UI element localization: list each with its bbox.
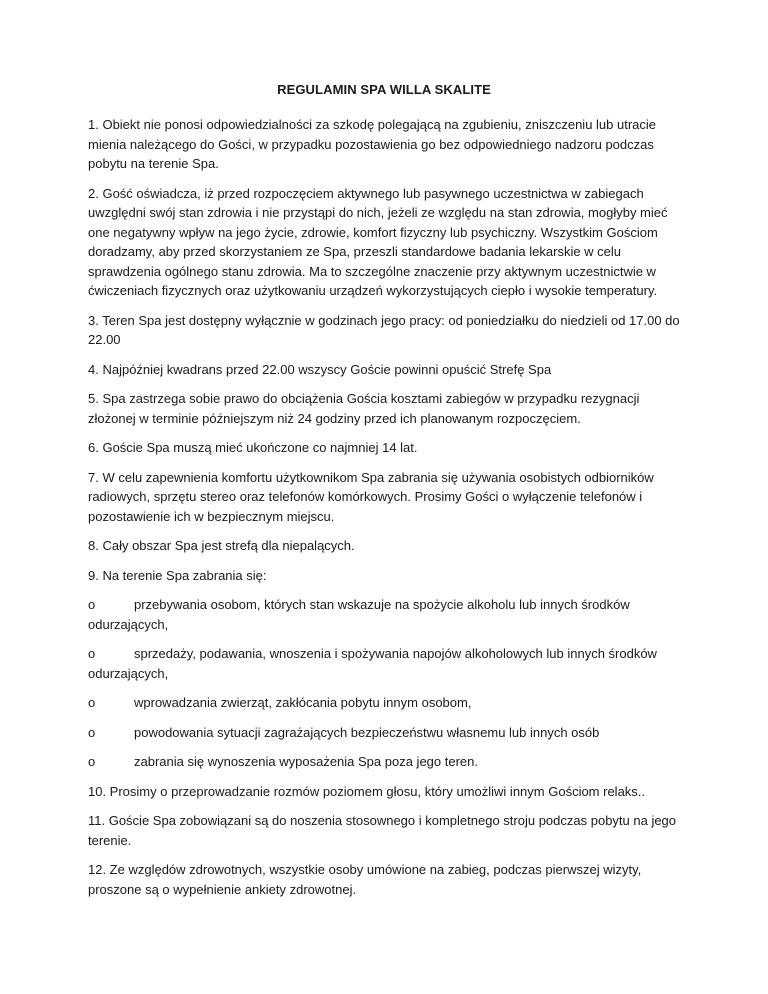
rule-8: 8. Cały obszar Spa jest strefą dla niepalących. (88, 538, 355, 553)
bullet-marker: o (88, 646, 96, 661)
prohibition-text: powodowania sytuacji zagrażających bezpieczeństwu własnemu lub innych osób (134, 724, 600, 740)
prohibition-text: sprzedaży, podawania, wnoszenia i spożywania napojów alkoholowych lub innych środków odurzających, (88, 646, 657, 681)
prohibition-item (88, 595, 680, 634)
rule-10: 10. Prosimy o przeprowadzanie rozmów poziomem głosu, który umożliwi innym Gościom relaks.. (88, 783, 646, 799)
rule-4: 4. Najpóźniej kwadrans przed 22.00 wszyscy Goście powinni opuścić Strefę Spa (88, 361, 552, 377)
prohibition-item (88, 752, 680, 772)
rule-1: 1. Obiekt nie ponosi odpowiedzialności za szkodę polegającą na zgubieniu, zniszczeniu lub utracie mienia należącego do Gości, w przypadku pozostawienia go bez odpowiedniego nadzoru podczas pobytu na terenie Spa. (88, 117, 657, 171)
document-title: REGULAMIN SPA WILLA SKALITE (277, 82, 491, 97)
rule-6: 6. Goście Spa muszą mieć ukończone co najmniej 14 lat. (88, 440, 418, 455)
bullet-marker: o (88, 597, 96, 612)
rule-11: 11. Goście Spa zobowiązani są do noszenia stosownego i kompletnego stroju podczas pobytu na jego terenie. (88, 813, 677, 848)
prohibition-text: zabrania się wynoszenia wyposażenia Spa poza jego teren. (134, 754, 478, 769)
bullet-marker: o (88, 695, 96, 710)
prohibition-item (88, 693, 680, 713)
rule-12: 12. Ze względów zdrowotnych, wszystkie osoby umówione na zabieg, podczas pierwszej wizyty, proszone są o wypełnienie ankiety zdrowotnej. (88, 862, 642, 897)
prohibition-text: wprowadzania zwierząt, zakłócania pobytu innym osobom, (134, 695, 472, 710)
rule-7: 7. W celu zapewnienia komfortu użytkownikom Spa zabrania się używania osobistych odbiorników radiowych, sprzętu stereo oraz telefonów komórkowych. Prosimy Gości o wyłączenie telefonów i pozostawienie ich w bezpiecznym miejscu. (88, 469, 654, 524)
bullet-marker: o (88, 754, 96, 769)
prohibition-text: przebywania osobom, których stan wskazuje na spożycie alkoholu lub innych środków odurzających, (88, 597, 630, 632)
rule-9: 9. Na terenie Spa zabrania się: (88, 567, 267, 583)
rule-5: 5. Spa zastrzega sobie prawo do obciążenia Gościa kosztami zabiegów w przypadku rezygnacji złożonej w terminie późniejszym niż 24 godziny przed ich planowanym rozpoczęciem. (88, 391, 640, 426)
rule-2: 2. Gość oświadcza, iż przed rozpoczęciem aktywnego lub pasywnego uczestnictwa w zabiegach uwzględni swój stan zdrowia i nie przystąpi do nich, jeżeli ze względu na stan zdrowia, mogłyby mieć one negatywny wpływ na jego życie, zdrowie, komfort fizyczny lub psychiczny. Wszystkim Gościom doradzamy, aby przed skorzystaniem ze Spa, przeszli standardowe badania lekarskie w celu sprawdzenia ogólnego stanu zdrowia. Ma to szczególne znaczenie przy aktywnym uczestnictwie w ćwiczeniach fizycznych oraz użytkowaniu urządzeń wykorzystujących ciepło i wysokie temperatury. (88, 185, 668, 298)
bullet-marker: o (88, 724, 96, 740)
prohibition-item (88, 723, 680, 743)
prohibition-item (88, 644, 680, 683)
rule-3: 3. Teren Spa jest dostępny wyłącznie w godzinach jego pracy: od poniedziałku do niedzieli od 17.00 do 22.00 (88, 312, 680, 347)
